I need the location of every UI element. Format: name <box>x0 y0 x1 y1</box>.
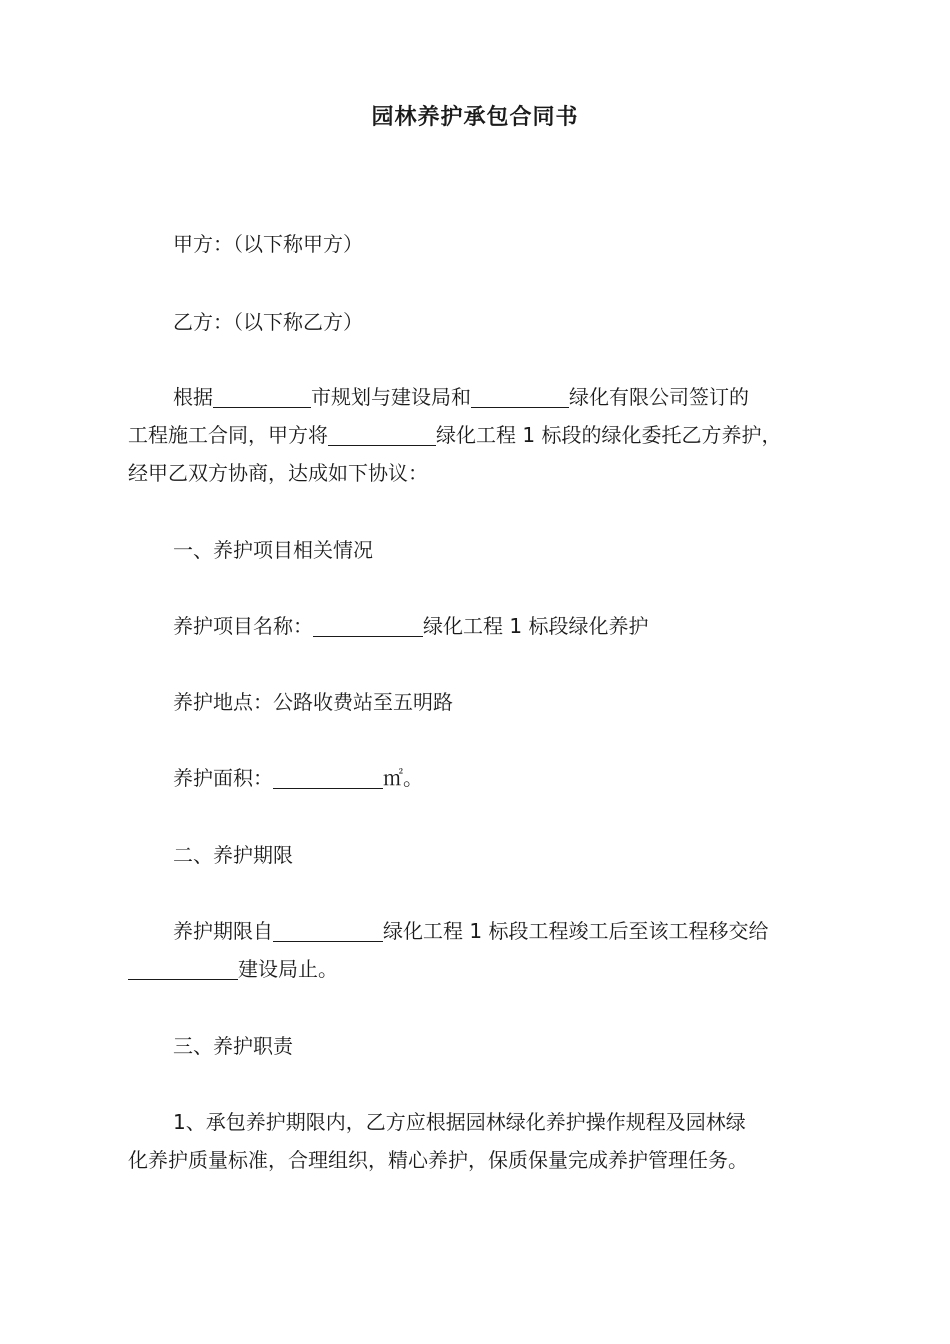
area-line <box>173 762 423 791</box>
intro-text: 根据 <box>173 385 213 409</box>
duty-item-1-line-1: 1、承包养护期限内，乙方应根据园林绿化养护操作规程及园林绿 <box>173 1110 746 1134</box>
blank-line <box>313 614 423 637</box>
party-b-line: 乙方：（以下称乙方） <box>173 310 363 334</box>
blank-line <box>273 919 383 942</box>
blank-line <box>128 957 238 980</box>
blank-line <box>213 385 311 408</box>
intro-text: 工程施工合同，甲方将 <box>128 423 328 447</box>
intro-line-3: 经甲乙双方协商，达成如下协议： <box>128 461 428 485</box>
section-1-heading: 一、养护项目相关情况 <box>173 538 373 562</box>
intro-line-2 <box>128 419 781 448</box>
section-3-heading: 三、养护职责 <box>173 1034 293 1058</box>
section-2-heading: 二、养护期限 <box>173 843 293 867</box>
duty-item-1-line-2: 化养护质量标准，合理组织，精心养护，保质保量完成养护管理任务。 <box>128 1148 748 1172</box>
intro-text: 市规划与建设局和 <box>311 385 471 409</box>
intro-line-1 <box>173 381 749 410</box>
text: 建设局止。 <box>238 957 338 981</box>
blank-line <box>273 766 383 789</box>
intro-text: 绿化工程 1 标段的绿化委托乙方养护， <box>436 423 782 447</box>
value: 绿化工程 1 标段绿化养护 <box>423 614 649 638</box>
term-line-2 <box>128 953 338 982</box>
label: 养护项目名称： <box>173 614 313 638</box>
intro-text: 绿化有限公司签订的 <box>569 385 749 409</box>
blank-line <box>471 385 569 408</box>
blank-line <box>328 423 436 446</box>
document-title: 园林养护承包合同书 <box>371 105 579 130</box>
project-name-line <box>173 610 648 639</box>
term-line-1 <box>173 915 768 944</box>
unit: ㎡。 <box>383 766 423 790</box>
label: 养护面积： <box>173 766 273 790</box>
text: 绿化工程 1 标段工程竣工后至该工程移交给 <box>383 919 769 943</box>
party-a-line: 甲方：（以下称甲方） <box>173 232 363 256</box>
text: 养护期限自 <box>173 919 273 943</box>
location-line: 养护地点：公路收费站至五明路 <box>173 690 453 714</box>
